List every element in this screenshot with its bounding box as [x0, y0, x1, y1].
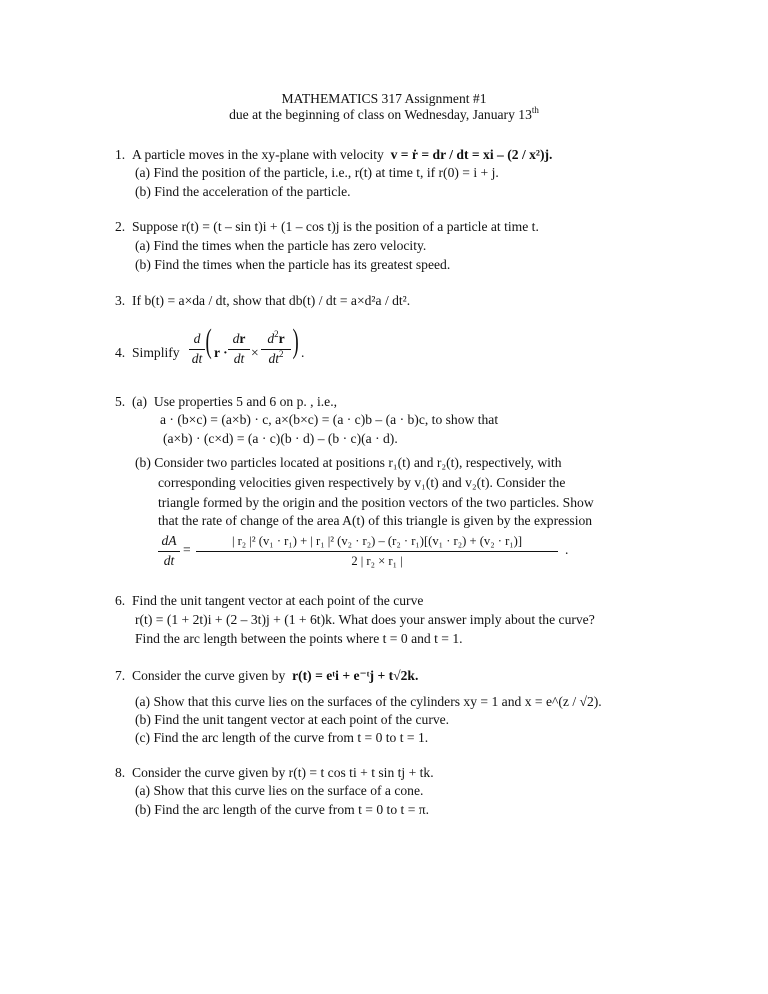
problem-7-number: 7.: [115, 668, 126, 683]
problem-8-part-a: (a) Show that this curve lies on the surface of a cone.: [135, 783, 424, 798]
problem-4-label: Simplify: [132, 345, 180, 360]
problem-2-number: 2.: [115, 219, 126, 234]
problem-3-number: 3.: [115, 293, 126, 308]
problem-2-part-b: (b) Find the times when the particle has its greatest speed.: [135, 257, 451, 272]
problem-2-stem: Suppose r(t) = (t – sin t)i + (1 – cos t)j is the position of a particle at time t.: [132, 219, 539, 234]
problem-5-part-a-line3: (a×b) · (c×d) = (a · c)(b · d) – (b · c)(a · d).: [163, 431, 398, 446]
problem-5-part-b-line3: triangle formed by the origin and the position vectors of the two particles. Show: [158, 495, 594, 510]
problem-4-cross: ×: [251, 345, 259, 360]
problem-1-stem: A particle moves in the xy-plane with velocity v = ṙ = dr / dt = xi – (2 / x²)j.: [132, 147, 553, 162]
problem-8-part-b: (b) Find the arc length of the curve from t = 0 to t = π.: [135, 802, 430, 817]
problem-8-number: 8.: [115, 765, 126, 780]
problem-6-number: 6.: [115, 593, 126, 608]
due-date-line: due at the beginning of class on Wednesday, January 13th: [229, 105, 539, 122]
problem-5-period: .: [565, 542, 569, 557]
problem-1-part-a: (a) Find the position of the particle, i.e., r(t) at time t, if r(0) = i + j.: [135, 165, 499, 180]
problem-4-fraction-dr-dt: dr dt: [228, 330, 250, 368]
problem-4-fraction-d-dt: d dt: [189, 330, 205, 368]
problem-6-line1: Find the unit tangent vector at each point of the curve: [132, 593, 424, 608]
problem-5-fraction-rhs: | r₂ |² (v₁ · r₁) + | r₁ |² (v₂ · r₂) – (r₂ · r₁)[(v₁ · r₂) + (v₂ · r₁)] 2 | r₂ × r₁ |: [196, 532, 558, 570]
problem-7-part-c: (c) Find the arc length of the curve from t = 0 to t = 1.: [135, 730, 429, 745]
problem-5-equals: =: [183, 542, 191, 557]
problem-8-stem: Consider the curve given by r(t) = t cos ti + t sin tj + tk.: [132, 765, 434, 780]
problem-5-part-b-line2: corresponding velocities given respectively by v₁(t) and v₂(t). Consider the: [158, 475, 566, 490]
problem-7-part-b: (b) Find the unit tangent vector at each point of the curve.: [135, 712, 450, 727]
problem-5-part-a-line2: a · (b×c) = (a×b) · c, a×(b×c) = (a · c)b – (a · b)c, to show that: [160, 412, 499, 427]
problem-4-period: .: [301, 345, 305, 360]
problem-4-right-paren: ): [292, 323, 299, 360]
problem-7-part-a: (a) Show that this curve lies on the surfaces of the cylinders xy = 1 and x = e^(z / √2).: [135, 694, 602, 709]
problem-5-number: 5.: [115, 394, 126, 409]
page-title: MATHEMATICS 317 Assignment #1: [281, 91, 487, 106]
problem-1-number: 1.: [115, 147, 126, 162]
problem-5-fraction-dA-dt: dA dt: [158, 532, 180, 570]
problem-3-stem: If b(t) = a×da / dt, show that db(t) / dt = a×d²a / dt².: [132, 293, 411, 308]
problem-5-part-a-line1: (a) Use properties 5 and 6 on p. , i.e.,: [132, 394, 337, 409]
problem-5-part-b-line4: that the rate of change of the area A(t) of this triangle is given by the expression: [158, 513, 593, 528]
problem-1-part-b: (b) Find the acceleration of the particle.: [135, 184, 351, 199]
problem-4-r-dot: r ·: [214, 345, 228, 360]
problem-4-left-paren: (: [205, 323, 212, 360]
problem-6-line3: Find the arc length between the points where t = 0 and t = 1.: [135, 631, 463, 646]
problem-7-stem: Consider the curve given by r(t) = eᵗi + e⁻ᵗj + t√2k.: [132, 668, 419, 683]
problem-2-part-a: (a) Find the times when the particle has zero velocity.: [135, 238, 427, 253]
problem-4-fraction-d2r-dt2: $d^2r$ $dt^2$: [261, 330, 291, 368]
problem-6-line2: r(t) = (1 + 2t)i + (2 – 3t)j + (1 + 6t)k. What does your answer imply about the curve?: [135, 612, 595, 627]
problem-5-part-b-line1: (b) Consider two particles located at positions r₁(t) and r₂(t), respectively, with: [135, 455, 562, 470]
problem-4-number: 4.: [115, 345, 126, 360]
